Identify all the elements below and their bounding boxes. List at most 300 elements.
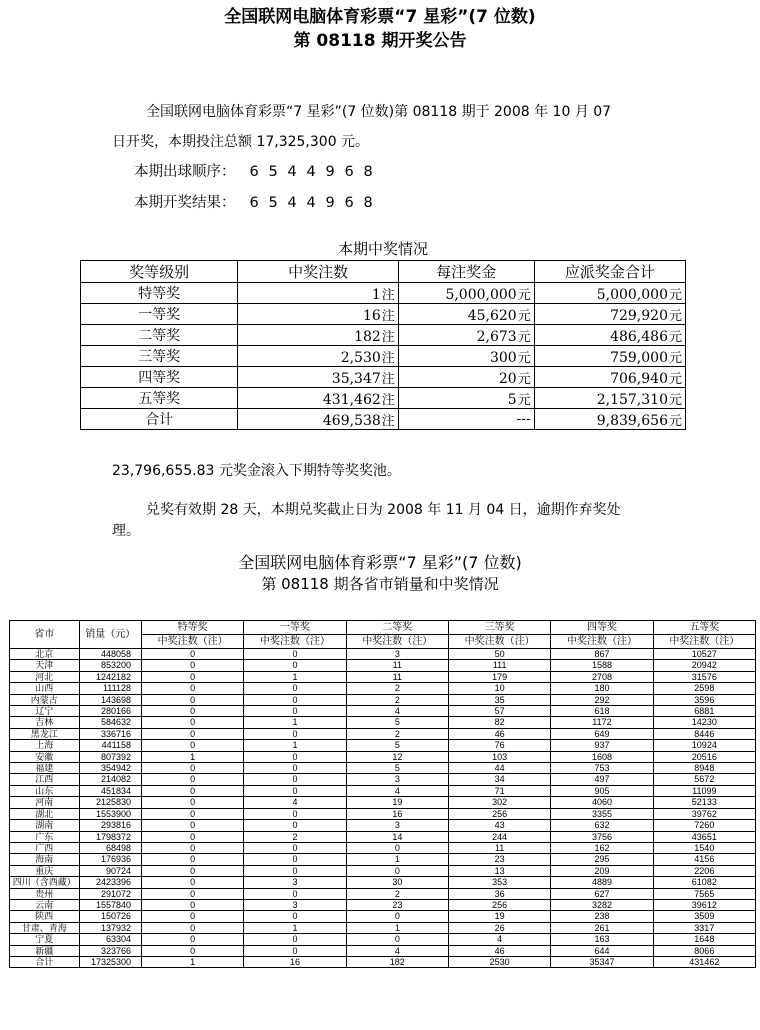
prize-count-0: 0 (142, 797, 244, 808)
money-unit: 元 (668, 308, 682, 324)
count-unit: 注 (381, 287, 395, 303)
money-unit: 元 (668, 329, 682, 345)
prize-count-3: 4 (448, 934, 550, 945)
province-name: 合计 (10, 956, 80, 967)
prize-row (81, 304, 686, 325)
prize-count-2: 4 (346, 785, 448, 796)
prize-count-1: 0 (244, 728, 346, 739)
prize-count-1: 0 (244, 888, 346, 899)
prize-count-3: 10 (448, 683, 550, 694)
prize-count-1: 0 (244, 785, 346, 796)
province-name: 福建 (10, 763, 80, 774)
prize-amount-cell (398, 283, 534, 304)
province-sales: 451834 (79, 785, 141, 796)
prize-count-2: 30 (346, 877, 448, 888)
draw-number: 9 (325, 195, 335, 211)
prize-amount-cell (398, 325, 534, 346)
prize-count-3: 44 (448, 763, 550, 774)
province-sales: 280166 (79, 706, 141, 717)
province-row (10, 740, 756, 751)
prize-total-cell (534, 388, 685, 409)
province-name: 重庆 (10, 865, 80, 876)
province-name: 云南 (10, 899, 80, 910)
province-section-subtitle: 第 08118 期各省市销量和中奖情况 (261, 575, 499, 593)
prize-count-5: 2206 (653, 865, 755, 876)
prize-count-5: 8446 (653, 728, 755, 739)
draw-number: 9 (325, 164, 335, 180)
prize-count-2: 182 (346, 956, 448, 967)
prize-count-3: 111 (448, 660, 550, 671)
prize-amount: 20 (498, 370, 517, 387)
prize-amount: 45,620 (467, 307, 517, 324)
prize-row (81, 409, 686, 430)
province-name: 陕西 (10, 911, 80, 922)
prize-count-5: 14230 (653, 717, 755, 728)
prize-count-4: 163 (551, 934, 653, 945)
province-sales: 448058 (79, 649, 141, 660)
prize-count: 35,347 (331, 370, 381, 387)
prize-count-5: 10527 (653, 649, 755, 660)
prize-count-0: 0 (142, 649, 244, 660)
prize-count-5: 431462 (653, 956, 755, 967)
prize-count-1: 0 (244, 854, 346, 865)
province-sales: 1553900 (79, 808, 141, 819)
draw-number: 4 (306, 195, 316, 211)
prize-count-4: 292 (551, 694, 653, 705)
province-row (10, 945, 756, 956)
province-name: 海南 (10, 854, 80, 865)
prize-count-2: 0 (346, 842, 448, 853)
header-count: 中奖注数 (238, 261, 398, 283)
draw-result-row (134, 193, 383, 213)
prize-total: 759,000 (610, 349, 668, 366)
province-sales: 853200 (79, 660, 141, 671)
prize-count-3: 26 (448, 922, 550, 933)
prize-count-2: 4 (346, 945, 448, 956)
prize-count-cell (238, 283, 398, 304)
draw-order-row (134, 162, 383, 182)
prize-count-5: 2598 (653, 683, 755, 694)
prize-count-4: 618 (551, 706, 653, 717)
province-row (10, 660, 756, 671)
province-sales: 143698 (79, 694, 141, 705)
intro-line-1: 全国联网电脑体育彩票“7 星彩”(7 位数)第 08118 期于 2008 年 10 月 07 (146, 104, 612, 120)
money-unit: 元 (517, 371, 531, 387)
prize-table-caption: 本期中奖情况 (337, 240, 428, 258)
prize-count-3: 35 (448, 694, 550, 705)
prize-count-2: 2 (346, 728, 448, 739)
prize-count-3: 103 (448, 751, 550, 762)
prize-count-3: 71 (448, 785, 550, 796)
prize-count: 1 (371, 286, 381, 303)
province-sales: 323766 (79, 945, 141, 956)
prize-count-1: 0 (244, 934, 346, 945)
province-sales: 150726 (79, 911, 141, 922)
prize-count-1: 0 (244, 763, 346, 774)
prize-count-5: 7260 (653, 820, 755, 831)
prize-count-cell (238, 346, 398, 367)
prize-count-1: 0 (244, 649, 346, 660)
prize-count-0: 0 (142, 808, 244, 819)
prize-count-4: 1608 (551, 751, 653, 762)
province-section-title: 全国联网电脑体育彩票“7 星彩”(7 位数) (238, 553, 522, 572)
prize-amount: 5,000,000 (445, 286, 517, 303)
prize-count-1: 1 (244, 671, 346, 682)
prize-count-4: 3355 (551, 808, 653, 819)
prize-count-0: 1 (142, 956, 244, 967)
prize-count-1: 0 (244, 660, 346, 671)
draw-number: 5 (268, 195, 278, 211)
prize-count-5: 43651 (653, 831, 755, 842)
prize-count-4: 937 (551, 740, 653, 751)
prize-count-3: 43 (448, 820, 550, 831)
prize-count-0: 0 (142, 728, 244, 739)
prize-count-5: 8066 (653, 945, 755, 956)
prize-count-3: 302 (448, 797, 550, 808)
prize-count-0: 0 (142, 831, 244, 842)
prize-count-0: 0 (142, 694, 244, 705)
prize-count-2: 11 (346, 671, 448, 682)
prize-count-1: 0 (244, 945, 346, 956)
province-sales: 291072 (79, 888, 141, 899)
prize-count-3: 11 (448, 842, 550, 853)
prize-amount-cell (398, 304, 534, 325)
prize-count-cell (238, 304, 398, 325)
prize-count-0: 0 (142, 763, 244, 774)
prize-count-4: 295 (551, 854, 653, 865)
prize-count-2: 0 (346, 934, 448, 945)
prize-level: 合计 (81, 409, 238, 430)
prize-count-5: 52133 (653, 797, 755, 808)
prize-amount-cell (398, 367, 534, 388)
prize-count-5: 20516 (653, 751, 755, 762)
province-sales: 111128 (79, 683, 141, 694)
province-row (10, 877, 756, 888)
prize-count-4: 2708 (551, 671, 653, 682)
prize-count-4: 1588 (551, 660, 653, 671)
province-sales: 1557840 (79, 899, 141, 910)
prize-level: 五等奖 (81, 388, 238, 409)
prize-count-1: 3 (244, 899, 346, 910)
prize-count-0: 0 (142, 888, 244, 899)
province-name: 吉林 (10, 717, 80, 728)
province-row (10, 774, 756, 785)
prize-count-3: 82 (448, 717, 550, 728)
draw-number: 4 (306, 164, 316, 180)
draw-result-label: 本期开奖结果： (134, 195, 236, 211)
province-sales: 807392 (79, 751, 141, 762)
prize-count-0: 0 (142, 911, 244, 922)
province-row (10, 888, 756, 899)
prize-count-0: 0 (142, 934, 244, 945)
prize-count-1: 3 (244, 877, 346, 888)
prize-count-3: 13 (448, 865, 550, 876)
prize-count-2: 0 (346, 865, 448, 876)
money-unit: 元 (668, 371, 682, 387)
province-name: 山东 (10, 785, 80, 796)
prize-row (81, 388, 686, 409)
prize-count-1: 1 (244, 717, 346, 728)
prize-count-5: 4156 (653, 854, 755, 865)
prize-count-0: 0 (142, 660, 244, 671)
prize-count-1: 0 (244, 808, 346, 819)
draw-number: 4 (287, 195, 297, 211)
prize-count-2: 4 (346, 706, 448, 717)
prize-count-4: 35347 (551, 956, 653, 967)
prize-count: 16 (362, 307, 381, 324)
province-row (10, 717, 756, 728)
prize-count-2: 3 (346, 774, 448, 785)
province-row (10, 694, 756, 705)
prize-count-5: 1648 (653, 934, 755, 945)
prize-count-4: 867 (551, 649, 653, 660)
prize-count-2: 11 (346, 660, 448, 671)
prize-count-0: 0 (142, 842, 244, 853)
money-unit: 元 (517, 350, 531, 366)
prize-count-4: 497 (551, 774, 653, 785)
prize-amount-cell (398, 346, 534, 367)
province-row (10, 922, 756, 933)
prize-count-4: 4060 (551, 797, 653, 808)
prize-amount: 5 (507, 391, 517, 408)
prize-count-2: 3 (346, 649, 448, 660)
money-unit: 元 (517, 308, 531, 324)
province-table-header-top (10, 621, 756, 635)
prize-count-2: 0 (346, 911, 448, 922)
prize-count-5: 31576 (653, 671, 755, 682)
prize-total: 9,839,656 (596, 412, 668, 429)
header-prize-0: 特等奖 (142, 621, 244, 635)
prize-count: 2,530 (340, 349, 381, 366)
province-row (10, 785, 756, 796)
prize-count-5: 20942 (653, 660, 755, 671)
prize-count-1: 0 (244, 751, 346, 762)
money-unit: 元 (517, 329, 531, 345)
money-unit: 元 (668, 413, 682, 429)
prize-count-1: 0 (244, 706, 346, 717)
prize-count-0: 0 (142, 740, 244, 751)
draw-order-numbers (250, 164, 383, 180)
count-unit: 注 (381, 413, 395, 429)
province-sales: 68498 (79, 842, 141, 853)
prize-total: 486,486 (610, 328, 668, 345)
province-sales: 1798372 (79, 831, 141, 842)
header-sub-5: 中奖注数（注） (653, 635, 755, 649)
prize-count-2: 2 (346, 683, 448, 694)
prize-count-0: 0 (142, 717, 244, 728)
prize-count-5: 10924 (653, 740, 755, 751)
prize-count-2: 16 (346, 808, 448, 819)
prize-count: 469,538 (322, 412, 381, 429)
prize-count-4: 3756 (551, 831, 653, 842)
prize-count-5: 6881 (653, 706, 755, 717)
prize-count-2: 1 (346, 922, 448, 933)
prize-total-cell (534, 409, 685, 430)
prize-count-2: 5 (346, 763, 448, 774)
count-unit: 注 (381, 371, 395, 387)
province-sales: 441158 (79, 740, 141, 751)
header-sub-3: 中奖注数（注） (448, 635, 550, 649)
header-prize-3: 三等奖 (448, 621, 550, 635)
prize-count-5: 3596 (653, 694, 755, 705)
prize-count-3: 46 (448, 728, 550, 739)
prize-count-1: 0 (244, 842, 346, 853)
prize-count-3: 244 (448, 831, 550, 842)
province-name: 上海 (10, 740, 80, 751)
province-name: 安徽 (10, 751, 80, 762)
prize-count-4: 4889 (551, 877, 653, 888)
prize-count-3: 19 (448, 911, 550, 922)
province-name: 河南 (10, 797, 80, 808)
province-row (10, 842, 756, 853)
header-prize-4: 四等奖 (551, 621, 653, 635)
prize-count-4: 238 (551, 911, 653, 922)
prize-count-4: 632 (551, 820, 653, 831)
prize-count-5: 5672 (653, 774, 755, 785)
prize-count-1: 0 (244, 694, 346, 705)
intro-line-2: 日开奖，本期投注总额 17,325,300 元。 (112, 134, 370, 150)
prize-count-5: 7565 (653, 888, 755, 899)
province-name: 内蒙古 (10, 694, 80, 705)
header-sub-0: 中奖注数（注） (142, 635, 244, 649)
prize-count-5: 11099 (653, 785, 755, 796)
prize-total: 729,920 (610, 307, 668, 324)
province-row (10, 911, 756, 922)
prize-count-1: 1 (244, 922, 346, 933)
province-name: 河北 (10, 671, 80, 682)
header-sub-1: 中奖注数（注） (244, 635, 346, 649)
province-row (10, 854, 756, 865)
draw-number: 6 (249, 195, 259, 211)
province-name: 湖南 (10, 820, 80, 831)
province-row (10, 706, 756, 717)
expiry-note-line-1: 兑奖有效期 28 天，本期兑奖截止日为 2008 年 11 月 04 日，逾期作弃奖处 (146, 502, 621, 518)
prize-amount-cell (398, 409, 534, 430)
prize-count-1: 2 (244, 831, 346, 842)
province-name: 辽宁 (10, 706, 80, 717)
province-row (10, 865, 756, 876)
money-unit: 元 (517, 287, 531, 303)
prize-count-3: 34 (448, 774, 550, 785)
prize-count-5: 8948 (653, 763, 755, 774)
prize-count-0: 1 (142, 751, 244, 762)
prize-count-0: 0 (142, 899, 244, 910)
prize-count-1: 0 (244, 683, 346, 694)
header-sub-4: 中奖注数（注） (551, 635, 653, 649)
expiry-note-line-2: 理。 (112, 523, 140, 539)
prize-count-4: 1172 (551, 717, 653, 728)
province-row (10, 934, 756, 945)
money-unit: 元 (668, 392, 682, 408)
prize-count-1: 0 (244, 911, 346, 922)
prize-count-0: 0 (142, 820, 244, 831)
province-row (10, 763, 756, 774)
province-sales: 336716 (79, 728, 141, 739)
header-prize-5: 五等奖 (653, 621, 755, 635)
count-unit: 注 (381, 329, 395, 345)
province-sales: 214082 (79, 774, 141, 785)
draw-number: 5 (268, 164, 278, 180)
draw-number: 6 (344, 195, 354, 211)
province-sales: 176936 (79, 854, 141, 865)
prize-count-0: 0 (142, 922, 244, 933)
province-sales: 90724 (79, 865, 141, 876)
prize-level: 三等奖 (81, 346, 238, 367)
province-row (10, 683, 756, 694)
prize-count-3: 76 (448, 740, 550, 751)
province-sales: 354942 (79, 763, 141, 774)
prize-count-0: 0 (142, 877, 244, 888)
province-row (10, 728, 756, 739)
prize-count: 431,462 (322, 391, 381, 408)
prize-total-cell (534, 304, 685, 325)
province-row (10, 671, 756, 682)
prize-total: 5,000,000 (596, 286, 668, 303)
prize-count-2: 19 (346, 797, 448, 808)
prize-amount: 2,673 (476, 328, 517, 345)
province-row (10, 808, 756, 819)
prize-level: 一等奖 (81, 304, 238, 325)
header-level: 奖等级别 (81, 261, 238, 283)
prize-count-0: 0 (142, 865, 244, 876)
prize-count-2: 1 (346, 854, 448, 865)
prize-count-0: 0 (142, 785, 244, 796)
prize-count-3: 23 (448, 854, 550, 865)
prize-amount-cell (398, 388, 534, 409)
issue-title: 第 08118 期开奖公告 (293, 31, 467, 51)
prize-count-0: 0 (142, 774, 244, 785)
prize-count-2: 5 (346, 740, 448, 751)
draw-result-numbers (250, 195, 383, 211)
count-unit: 注 (381, 308, 395, 324)
count-unit: 注 (381, 350, 395, 366)
prize-count-4: 644 (551, 945, 653, 956)
prize-count-1: 1 (244, 740, 346, 751)
province-name: 贵州 (10, 888, 80, 899)
prize-count-5: 39762 (653, 808, 755, 819)
header-sales: 销量（元） (79, 621, 141, 649)
prize-count-1: 16 (244, 956, 346, 967)
prize-count-cell (238, 367, 398, 388)
province-sales: 63304 (79, 934, 141, 945)
prize-table (80, 260, 686, 430)
draw-number: 8 (363, 164, 373, 180)
header-amount: 每注奖金 (398, 261, 534, 283)
prize-count-0: 0 (142, 706, 244, 717)
header-sub-2: 中奖注数（注） (346, 635, 448, 649)
province-name: 广西 (10, 842, 80, 853)
prize-count-5: 3317 (653, 922, 755, 933)
prize-count-2: 14 (346, 831, 448, 842)
province-sales: 17325300 (79, 956, 141, 967)
prize-amount: 300 (489, 349, 517, 366)
prize-count-5: 1540 (653, 842, 755, 853)
prize-total-cell (534, 367, 685, 388)
prize-count-5: 61082 (653, 877, 755, 888)
province-name: 黑龙江 (10, 728, 80, 739)
prize-count-2: 3 (346, 820, 448, 831)
prize-count-3: 2530 (448, 956, 550, 967)
province-name: 甘肃、青海 (10, 922, 80, 933)
prize-count-1: 0 (244, 820, 346, 831)
province-row (10, 820, 756, 831)
province-name: 四川（含西藏） (10, 877, 80, 888)
header-prize-2: 二等奖 (346, 621, 448, 635)
header-prize-1: 一等奖 (244, 621, 346, 635)
prize-total: 2,157,310 (596, 391, 668, 408)
prize-count-0: 0 (142, 854, 244, 865)
prize-count-4: 649 (551, 728, 653, 739)
